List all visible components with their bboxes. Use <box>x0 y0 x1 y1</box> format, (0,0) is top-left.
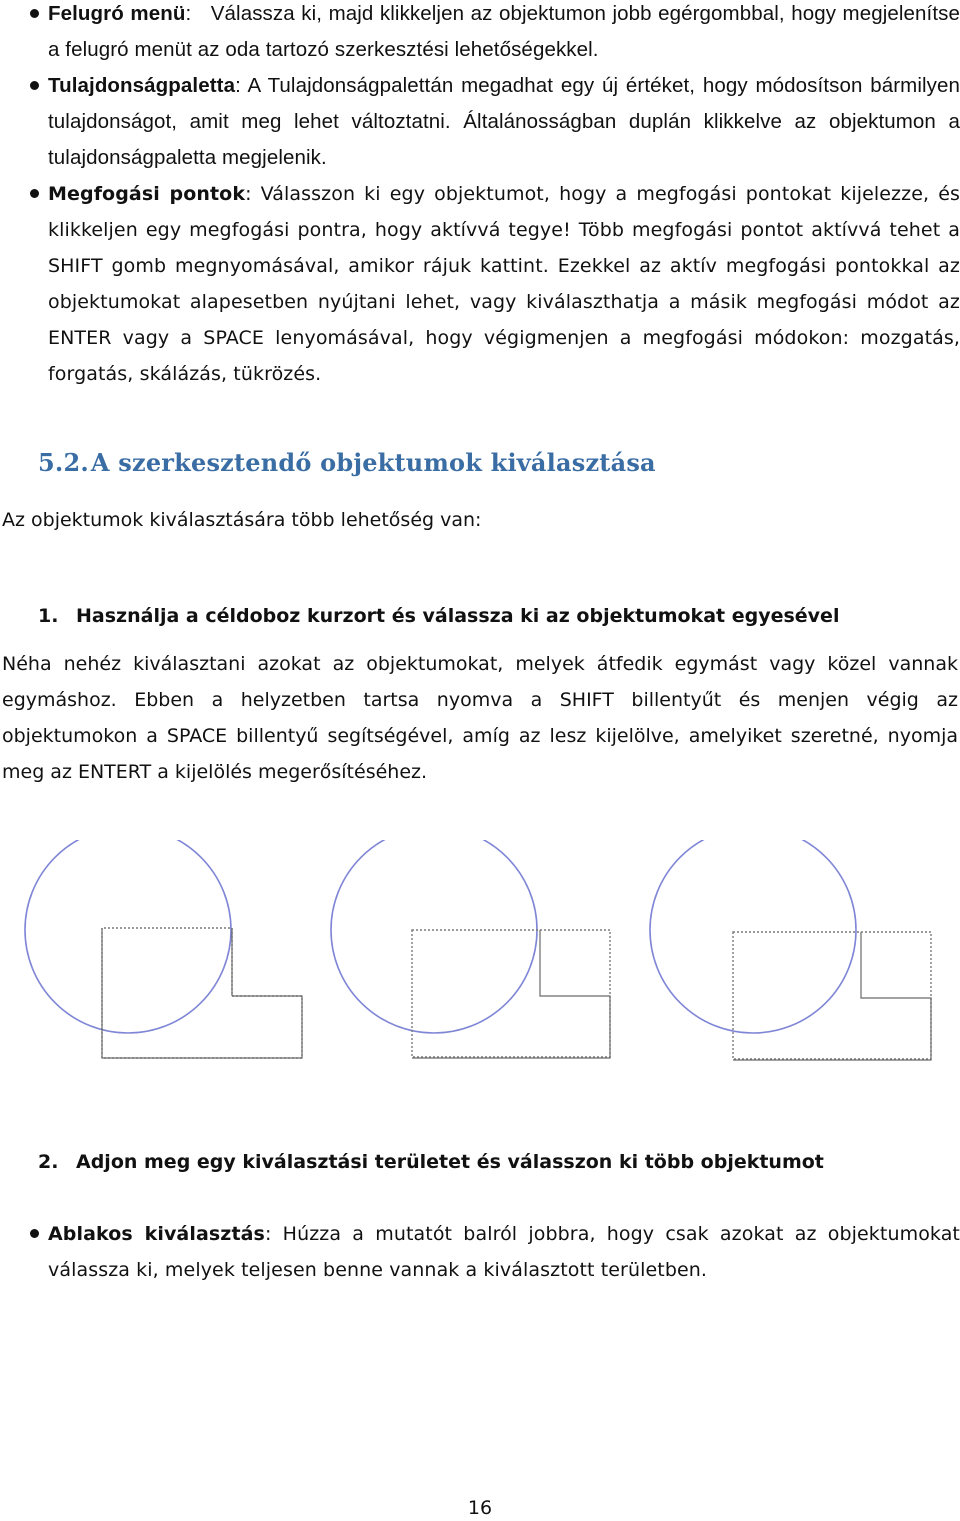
numbered-heading-2 <box>38 1151 824 1173</box>
bullet-ablakos-kivalasztas <box>0 1216 960 1288</box>
bullet-term: Tulajdonságpaletta <box>48 74 236 97</box>
dotted-l-shape <box>102 928 302 1058</box>
illustration-group-2 <box>331 840 610 1058</box>
intro-paragraph: Az objektumok kiválasztására több lehetőség van: <box>2 509 482 531</box>
window-bullet-list <box>0 1216 960 1288</box>
numbered-heading-number: 1. <box>38 605 59 627</box>
numbered-heading-1 <box>38 605 839 627</box>
bullet-term-sep: : <box>264 1223 272 1245</box>
section-heading <box>38 448 656 477</box>
numbered-heading-title: Adjon meg egy kiválasztási területet és válasszon ki több objektumot <box>76 1151 824 1173</box>
bullet-term: Megfogási pontok <box>48 183 246 205</box>
dotted-rectangle <box>412 930 610 1057</box>
bullet-tulajdonsagpaletta <box>0 68 960 176</box>
bullet-megfogasi-pontok <box>0 176 960 392</box>
bullet-text: Válassza ki, majd klikkeljen az objektumon jobb egérgombbal, hogy megjelenítse a felugró menüt az oda tartozó szerkesztési lehetőségekkel. <box>48 2 960 61</box>
bullet-text: Válasszon ki egy objektumot, hogy a megfogási pontokat kijelezze, és klikkeljen egy megfogási pontra, hogy aktívvá tegye! Több megfogási pontot aktívvá tehet a SHIFT gomb megnyomásával, amikor rájuk kattint. Ezekkel az aktív megfogási pontokkal az objektumokat alapesetben nyújtani lehet, vagy kiválaszthatja a másik megfogási módot az ENTER vagy a SPACE lenyomásával, hogy végigmenjen a megfogási módokon: mozgatás, forgatás, skálázás, tükrözés. <box>48 183 960 385</box>
illustration-group-1 <box>25 840 302 1058</box>
item1-paragraph: Néha nehéz kiválasztani azokat az objektumokat, melyek átfedik egymást vagy közel vannak egymáshoz. Ebben a helyzetben tartsa nyomva a SHIFT billentyűt és menjen végig az objektumokon a SPACE billentyű segítségével, amíg az lesz kijelölve, amelyiket szeretné, nyomja meg az ENTERT a kijelölés megerősítéséhez. <box>2 653 958 783</box>
l-shape-outline <box>102 928 302 1058</box>
bullet-term: Felugró menü <box>48 2 186 25</box>
bullet-felugro-menu <box>0 0 960 68</box>
page-number: 16 <box>467 1497 493 1519</box>
bullet-term-sep: : <box>235 74 241 97</box>
bullet-term-sep: : <box>245 183 252 205</box>
section-number: 5.2. <box>38 448 89 477</box>
circle-shape <box>25 840 231 1033</box>
numbered-heading-title: Használja a céldoboz kurzort és válassza ki az objektumokat egyesével <box>76 605 840 627</box>
l-shape-outline <box>412 930 610 1058</box>
illustration-group-3 <box>650 840 931 1060</box>
bullet-text: A Tulajdonságpalettán megadhat egy új értéket, hogy módosítson bármilyen tulajdonságot, amit meg lehet változtatni. Általánosságban duplán klikkelve az objektumon a tulajdonságpaletta megjelenik. <box>48 74 960 169</box>
top-bullet-list <box>0 0 960 176</box>
circle-shape <box>650 840 856 1033</box>
grip-bullet-list <box>0 176 960 392</box>
bullet-text: Húzza a mutatót balról jobbra, hogy csak azokat az objektumokat válassza ki, melyek teljesen benne vannak a kiválasztott területben. <box>48 1223 960 1281</box>
section-title: A szerkesztendő objektumok kiválasztása <box>90 448 656 477</box>
bullet-term: Ablakos kiválasztás <box>48 1223 265 1245</box>
bullet-term-sep: : <box>185 2 192 25</box>
selection-illustration <box>0 840 960 1070</box>
circle-shape <box>331 840 537 1033</box>
numbered-heading-number: 2. <box>38 1151 59 1173</box>
